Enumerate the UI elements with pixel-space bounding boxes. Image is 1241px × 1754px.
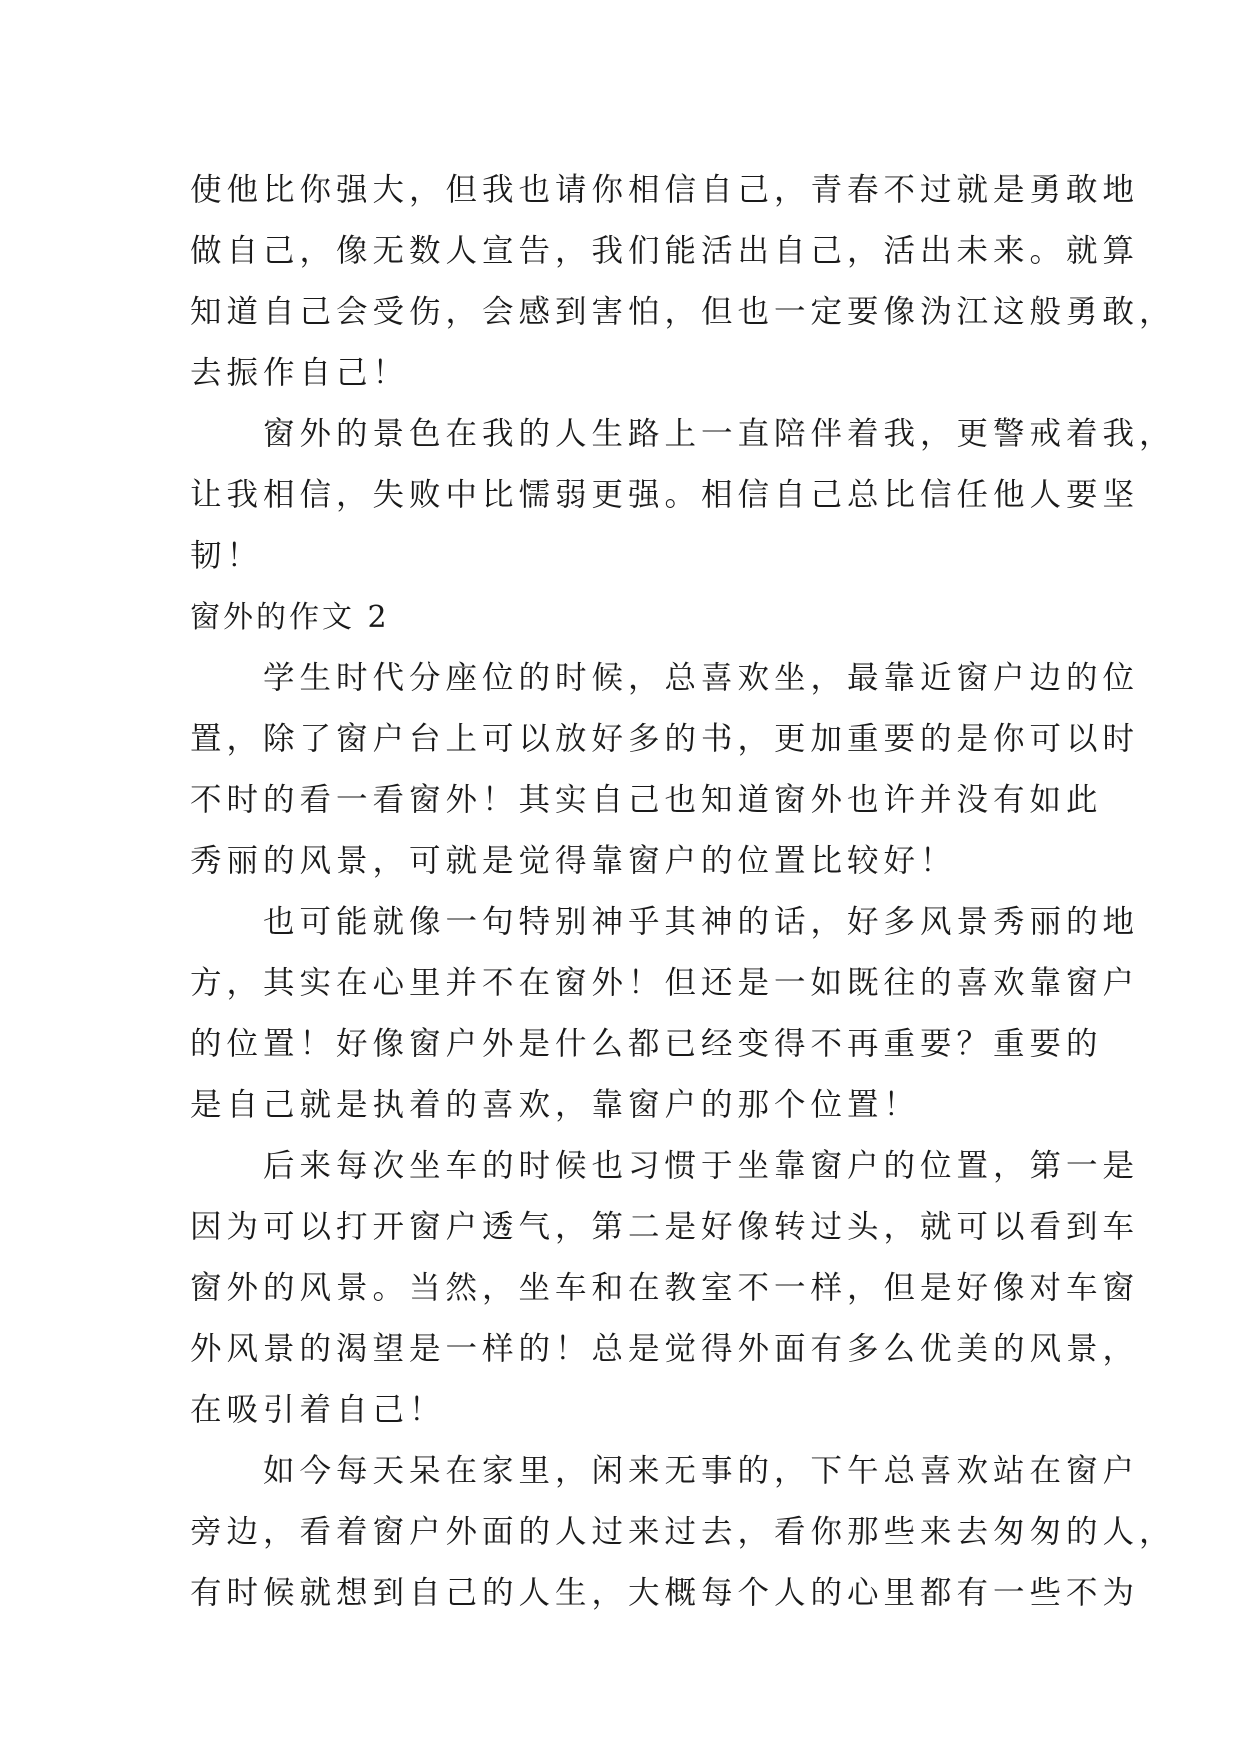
text-line: 让我相信，失败中比懦弱更强。相信自己总比信任他人要坚	[190, 477, 1140, 513]
text-line: 外风景的渴望是一样的！总是觉得外面有多么优美的风景，	[190, 1331, 1140, 1367]
text-line: 去振作自己！	[190, 355, 410, 391]
text-line: 的位置！好像窗户外是什么都已经变得不再重要？重要的	[190, 1026, 1103, 1062]
text-line: 有时候就想到自己的人生，大概每个人的心里都有一些不为	[190, 1575, 1140, 1611]
text-line: 知道自己会受伤，会感到害怕，但也一定要像沩江这般勇敢，	[190, 294, 1176, 330]
text-line: 置，除了窗户台上可以放好多的书，更加重要的是你可以时	[190, 721, 1140, 757]
text-line: 窗外的风景。当然，坐车和在教室不一样，但是好像对车窗	[190, 1270, 1140, 1306]
text-line: 使他比你强大，但我也请你相信自己，青春不过就是勇敢地	[190, 172, 1140, 208]
text-line: 韧！	[190, 538, 264, 574]
essay-body	[190, 160, 1176, 1624]
text-line: 秀丽的风景，可就是觉得靠窗户的位置比较好！	[190, 843, 957, 879]
text-line: 也可能就像一句特别神乎其神的话，好多风景秀丽的地	[190, 904, 1140, 940]
text-line: 方，其实在心里并不在窗外！但还是一如既往的喜欢靠窗户	[190, 965, 1140, 1001]
text-line: 是自己就是执着的喜欢，靠窗户的那个位置！	[190, 1087, 921, 1123]
text-line: 在吸引着自己！	[190, 1392, 446, 1428]
text-line: 学生时代分座位的时候，总喜欢坐，最靠近窗户边的位	[190, 660, 1140, 696]
text-line: 旁边，看着窗户外面的人过来过去，看你那些来去匆匆的人，	[190, 1514, 1176, 1550]
text-line: 因为可以打开窗户透气，第二是好像转过头，就可以看到车	[190, 1209, 1140, 1245]
text-line: 窗外的景色在我的人生路上一直陪伴着我，更警戒着我，	[190, 416, 1176, 452]
text-line: 如今每天呆在家里，闲来无事的，下午总喜欢站在窗户	[190, 1453, 1140, 1489]
text-line: 做自己，像无数人宣告，我们能活出自己，活出未来。就算	[190, 233, 1140, 269]
section-heading: 窗外的作文 2	[190, 600, 390, 635]
text-line: 不时的看一看窗外！其实自己也知道窗外也许并没有如此	[190, 782, 1103, 818]
text-line: 后来每次坐车的时候也习惯于坐靠窗户的位置，第一是	[190, 1148, 1140, 1184]
